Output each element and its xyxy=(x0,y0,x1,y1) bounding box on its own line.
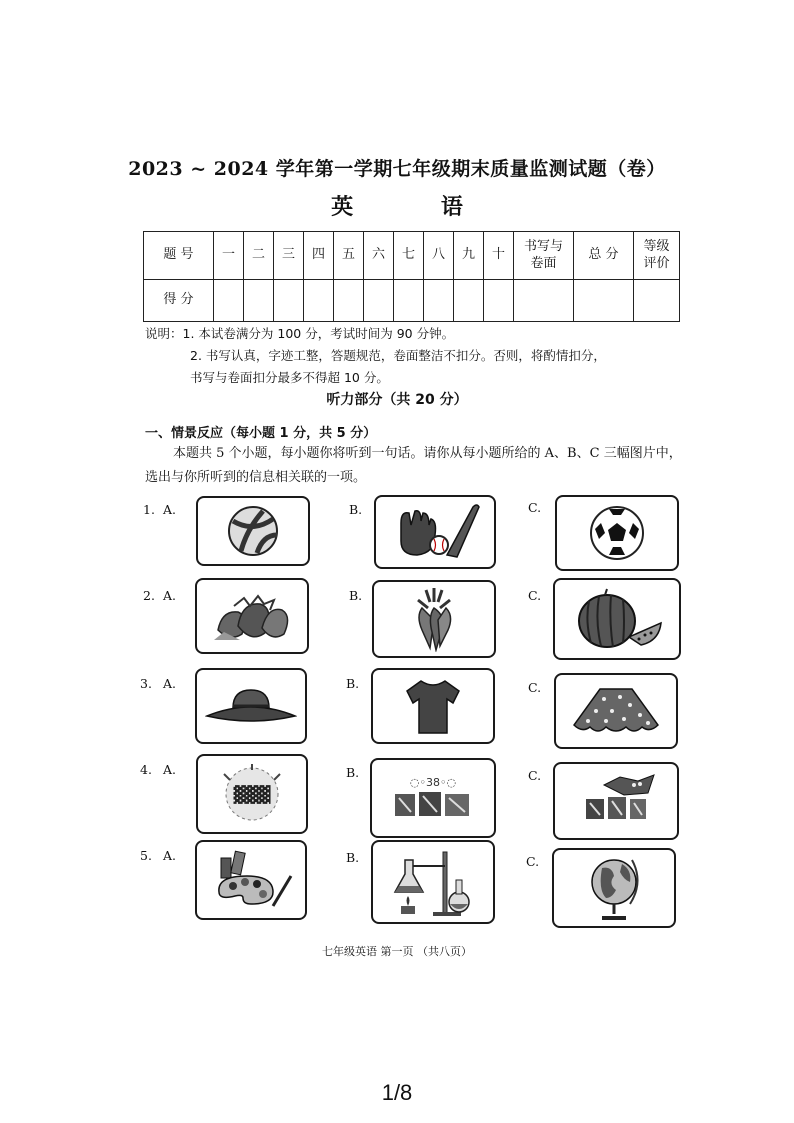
score-cell[interactable] xyxy=(454,280,484,322)
option-label-c: C. xyxy=(528,500,542,515)
option-label-c: C. xyxy=(526,854,540,869)
notes-line-3: 书写与卷面扣分最多不得超 10 分。 xyxy=(190,370,389,385)
svg-text:◌◦38◦◌: ◌◦38◦◌ xyxy=(409,776,457,789)
score-cell[interactable] xyxy=(274,280,304,322)
question-number: 5. xyxy=(140,848,152,863)
question-number: 3. xyxy=(140,676,152,691)
page-footer: 七年级英语 第一页 （共八页） xyxy=(322,945,472,958)
option-box-5c[interactable] xyxy=(552,848,676,928)
watermelon-icon xyxy=(569,587,665,651)
score-cell[interactable] xyxy=(214,280,244,322)
carrots-icon xyxy=(404,586,464,652)
option-box-1b[interactable] xyxy=(374,495,496,569)
option-label-c: C. xyxy=(528,588,542,603)
svg-text:▓▓▓: ▓▓▓ xyxy=(233,785,271,804)
option-box-4b[interactable] xyxy=(370,758,496,838)
womens-day-lettering-icon xyxy=(381,768,485,828)
page-indicator: 1/8 xyxy=(381,1080,413,1105)
option-box-3c[interactable] xyxy=(554,673,678,749)
question-number: 4. xyxy=(140,762,152,777)
festival-lettering-icon xyxy=(210,762,294,826)
column-6: 六 xyxy=(364,232,394,280)
score-cell[interactable] xyxy=(424,280,454,322)
notes-prefix: 说明： xyxy=(145,326,183,341)
volleyball-icon xyxy=(223,503,283,559)
baseball-glove-bat-icon xyxy=(387,501,483,563)
column-2: 二 xyxy=(244,232,274,280)
column-4: 四 xyxy=(304,232,334,280)
option-box-2b[interactable] xyxy=(372,580,496,658)
option-box-3b[interactable] xyxy=(371,668,495,744)
option-label-b: B. xyxy=(349,588,363,603)
option-label-c: C. xyxy=(528,680,542,695)
strawberries-icon xyxy=(204,586,300,646)
option-label-b: B. xyxy=(346,765,360,780)
notes-line-1: 1. 本试卷满分为 100 分，考试时间为 90 分钟。 xyxy=(182,326,455,341)
hat-icon xyxy=(205,684,297,728)
column-1: 一 xyxy=(214,232,244,280)
option-box-2c[interactable] xyxy=(553,578,681,660)
soccer-ball-icon xyxy=(587,503,647,563)
score-cell[interactable] xyxy=(334,280,364,322)
subject-title: 英 语 xyxy=(331,194,503,220)
column-10: 十 xyxy=(484,232,514,280)
column-grade xyxy=(634,232,680,280)
option-box-3a[interactable] xyxy=(195,668,307,744)
column-8: 八 xyxy=(424,232,454,280)
national-day-lettering-icon xyxy=(564,771,668,831)
option-box-5a[interactable] xyxy=(195,840,307,920)
option-box-4a[interactable] xyxy=(196,754,308,834)
score-table xyxy=(143,231,680,322)
option-label-a: A. xyxy=(163,502,177,517)
listening-section-heading: 听力部分（共 20 分） xyxy=(326,392,468,408)
skirt-icon xyxy=(570,685,662,737)
score-cell-grade[interactable] xyxy=(634,280,680,322)
option-label-b: B. xyxy=(346,850,360,865)
option-box-5b[interactable] xyxy=(371,840,495,924)
grade-label-2: 评价 xyxy=(643,255,670,271)
row-label-question-number: 题 号 xyxy=(144,232,214,280)
column-9: 九 xyxy=(454,232,484,280)
score-cell[interactable] xyxy=(394,280,424,322)
score-cell[interactable] xyxy=(244,280,274,322)
option-box-4c[interactable] xyxy=(553,762,679,840)
option-label-b: B. xyxy=(349,502,363,517)
notes-line-2: 2. 书写认真，字迹工整，答题规范，卷面整洁不扣分。否则，将酌情扣分， xyxy=(190,348,606,363)
score-cell[interactable] xyxy=(304,280,334,322)
score-cell[interactable] xyxy=(364,280,394,322)
option-label-b: B. xyxy=(346,676,360,691)
column-3: 三 xyxy=(274,232,304,280)
globe-icon xyxy=(584,854,644,922)
option-label-c: C. xyxy=(528,768,542,783)
part-1-instructions: 本题共 5 个小题，每小题你将听到一句话。请你从每小题所给的 A、B、C 三幅图片中，选出与你所听到的信息相关联的一项。 xyxy=(145,446,682,485)
chemistry-lab-icon xyxy=(383,846,483,918)
option-label-a: A. xyxy=(163,676,177,691)
column-total: 总 分 xyxy=(574,232,634,280)
question-number: 1. xyxy=(143,502,155,517)
option-label-a: A. xyxy=(163,588,177,603)
question-number: 2. xyxy=(143,588,155,603)
part-1-title: 一、情景反应（每小题 1 分，共 5 分） xyxy=(145,426,377,441)
option-label-a: A. xyxy=(163,762,177,777)
column-5: 五 xyxy=(334,232,364,280)
score-cell[interactable] xyxy=(484,280,514,322)
score-cell-total[interactable] xyxy=(574,280,634,322)
option-label-a: A. xyxy=(163,848,177,863)
column-writing xyxy=(514,232,574,280)
exam-notes xyxy=(145,323,685,389)
writing-label-1: 书写与 xyxy=(523,239,563,255)
exam-title: 2023 ~ 2024 学年第一学期七年级期末质量监测试题（卷） xyxy=(128,158,666,180)
art-palette-icon xyxy=(207,848,295,912)
t-shirt-icon xyxy=(403,677,463,735)
option-box-1a[interactable] xyxy=(196,496,310,566)
option-box-2a[interactable] xyxy=(195,578,309,654)
score-cell-writing[interactable] xyxy=(514,280,574,322)
row-label-score: 得 分 xyxy=(144,280,214,322)
option-box-1c[interactable] xyxy=(555,495,679,571)
grade-label-1: 等级 xyxy=(643,239,670,255)
writing-label-2: 卷面 xyxy=(530,255,557,271)
column-7: 七 xyxy=(394,232,424,280)
